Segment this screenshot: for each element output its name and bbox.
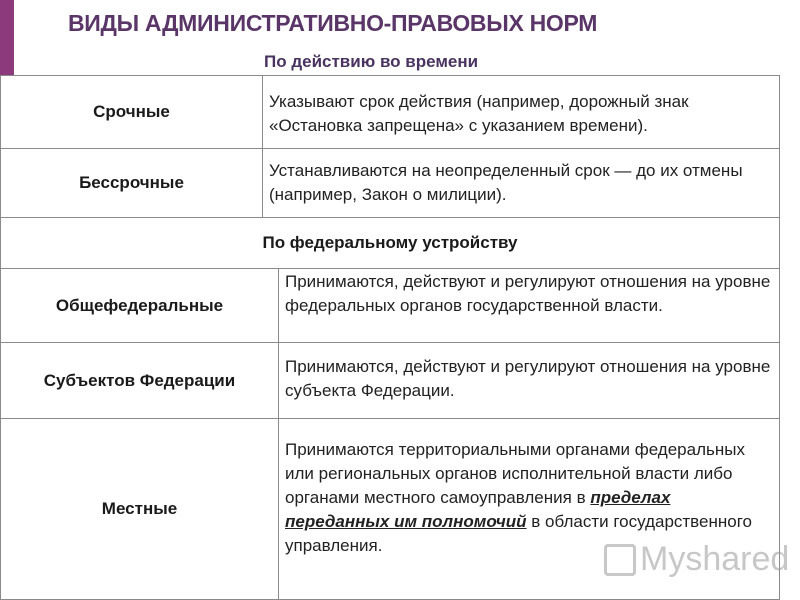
emphasized-phrase: пределах переданных им полномочий	[285, 488, 671, 531]
table-row-name: Субъектов Федерации	[0, 342, 279, 419]
table-row-desc: Принимаются, действуют и регулируют отношения на уровне субъекта Федерации.	[278, 342, 780, 419]
presentation-board-icon	[604, 544, 636, 576]
table-row-name: Местные	[0, 418, 279, 600]
watermark: Myshared	[604, 540, 789, 579]
table-row-name: Общефедеральные	[0, 268, 279, 343]
norms-table	[0, 75, 780, 600]
table-row-desc: Устанавливаются на неопределенный срок — до их отмены (например, Закон о милиции).	[262, 148, 780, 218]
table-row-name: Срочные	[0, 75, 263, 149]
table-row-name: Бессрочные	[0, 148, 263, 218]
section-banner-federal: По федеральному устройству	[0, 217, 780, 269]
slide-title: ВИДЫ АДМИНИСТРАТИВНО-ПРАВОВЫХ НОРМ	[68, 10, 598, 36]
table-row-desc: Принимаются, действуют и регулируют отношения на уровне федеральных органов государственной власти.	[278, 268, 780, 343]
table-row-desc: Указывают срок действия (например, дорожный знак «Остановка запрещена» с указанием времени).	[262, 75, 780, 149]
section-caption-time: По действию во времени	[264, 52, 479, 71]
table-row-desc: Принимаются территориальными органами федеральных или региональных органов исполнительной власти либо органами местного самоуправления в пределах переданных им полномочий в области государственного управления.	[278, 418, 780, 600]
